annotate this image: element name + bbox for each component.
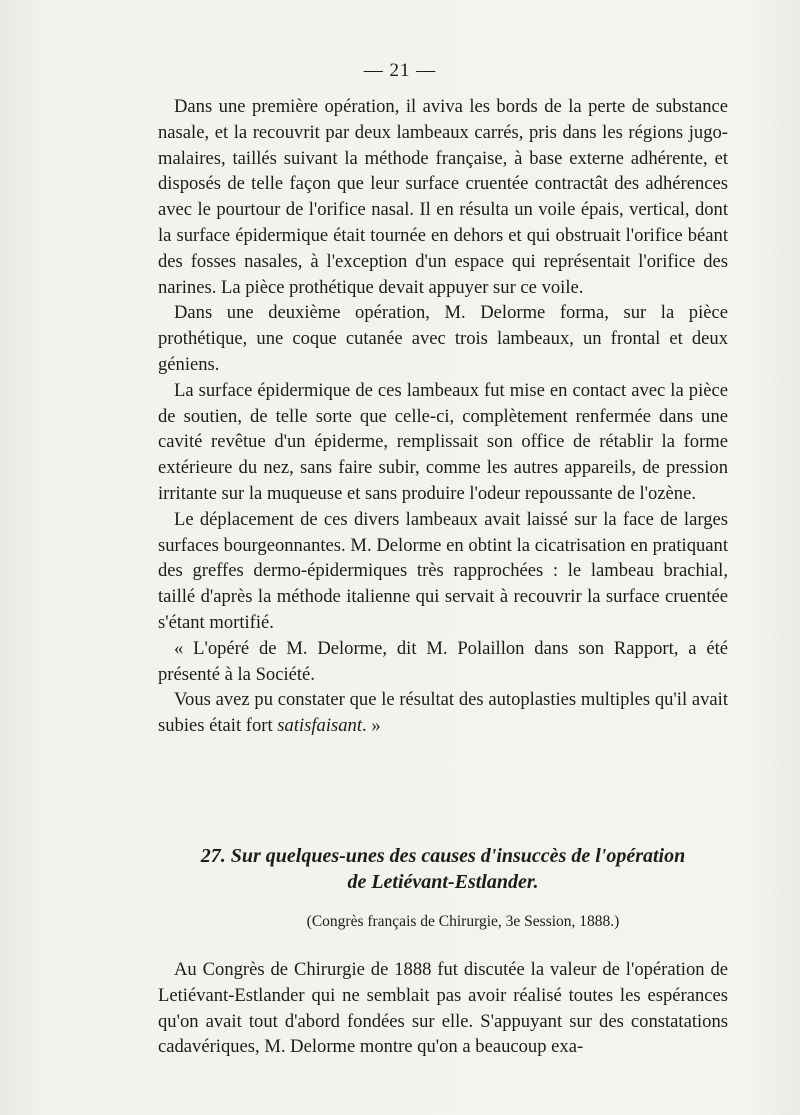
paragraph-epidermal-surface: La surface épidermique de ces lambeaux fut mise en contact avec la pièce de soutien, de telle sorte que celle-ci, complètement renfermée dans une cavité revêtue d'un épiderme, remplissait son office de rétablir la forme extérieure du nez, sans faire subir, comme les autres appareils, de pression irritante sur la muqueuse et sans produire l'odeur repoussante de l'ozène.: [158, 379, 728, 504]
quote-end-text: Vous avez pu constater que le résultat des autoplasties multiples qu'il avait subies était fort: [158, 689, 728, 737]
quote-end-italic: satisfaisant: [277, 715, 363, 737]
main-text: [158, 94, 728, 739]
section-title: [158, 843, 728, 895]
section-citation: (Congrès français de Chirurgie, 3e Session, 1888.): [306, 913, 620, 930]
paragraph-displacement: Le déplacement de ces divers lambeaux avait laissé sur la face de larges surfaces bourgeonnantes. M. Delorme en obtint la cicatrisation en pratiquant des greffes dermo-épidermiques très rapprochées : le lambeau brachial, taillé d'après la méthode italienne qui servait à recouvrir la surface cruentée s'étant mortifié.: [158, 508, 728, 633]
page-number: — 21 —: [363, 60, 437, 81]
paragraph-first-operation: Dans une première opération, il aviva les bords de la perte de substance nasale, et la recouvrit par deux lambeaux carrés, pris dans les régions jugo-malaires, taillés suivant la méthode française, à base externe adhérente, et disposés de telle façon que leur surface cruentée contractât des adhérences avec le pourtour de l'orifice nasal. Il en résulta un voile épais, vertical, dont la surface épidermique était tournée en dehors et qui obstruait l'orifice béant des fosses nasales, à l'exception d'un espace qui représentait l'orifice des narines. La pièce prothétique devait appuyer sur ce voile.: [158, 96, 728, 298]
paragraph-quote-end: [158, 687, 728, 739]
section-text: [158, 957, 728, 1060]
section-title-line-2: de Letiévant-Estlander.: [347, 871, 539, 893]
paragraph-quote-start: « L'opéré de M. Delorme, dit M. Polaillon dans son Rapport, a été présenté à la Société.: [158, 637, 728, 685]
paragraph-second-operation: Dans une deuxième opération, M. Delorme forma, sur la pièce prothétique, une coque cutanée avec trois lambeaux, un frontal et deux géniens.: [158, 302, 728, 375]
quote-end-close: . »: [362, 715, 381, 737]
section-title-line-1: 27. Sur quelques-unes des causes d'insuccès de l'opération: [200, 845, 686, 867]
paragraph-congress: Au Congrès de Chirurgie de 1888 fut discutée la valeur de l'opération de Letiévant-Estlander qui ne semblait pas avoir réalisé toutes les espérances qu'on avait tout d'abord fondées sur elle. S'appuyant sur des constatations cadavériques, M. Delorme montre qu'on a beaucoup exa-: [158, 959, 728, 1058]
